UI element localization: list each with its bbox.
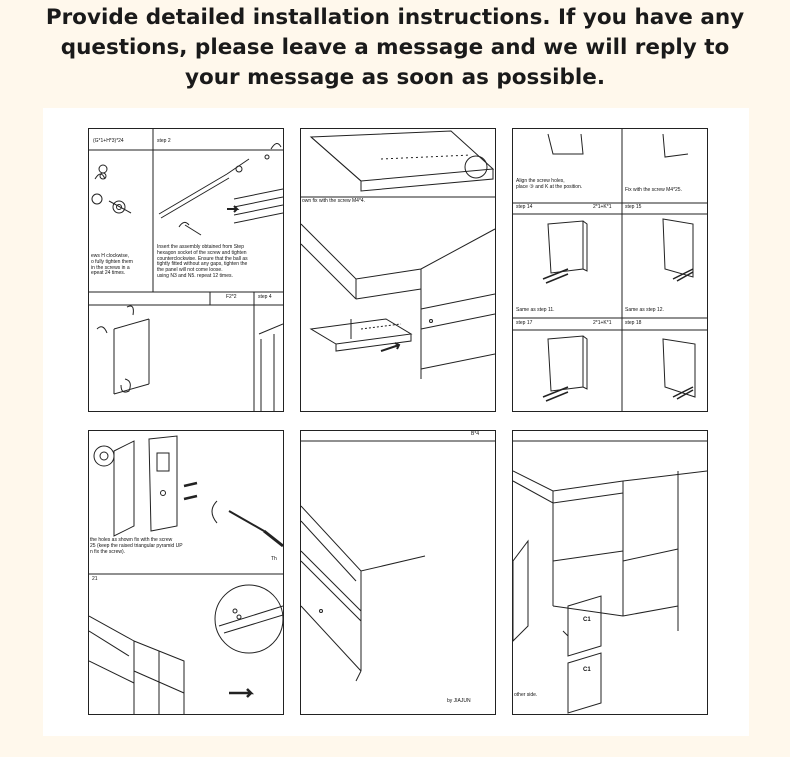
step-17-code: 2*1+K*1 — [593, 320, 612, 326]
headline-line-3: your message as soon as possible. — [184, 65, 606, 90]
f2-label: F2*2 — [226, 294, 237, 300]
instruction-text-left — [91, 254, 133, 277]
instruction-panel-drawer — [300, 128, 496, 412]
instruction-line: ews H clockwise, — [91, 253, 130, 259]
headline-line-2: questions, please leave a message and we will reply to — [60, 35, 730, 60]
headline-line-1: Provide detailed installation instructions. If you have any — [45, 5, 745, 30]
instruction-panel-steps-2-4 — [88, 128, 284, 412]
headline — [0, 0, 790, 93]
instruction-panel-steps-14-18 — [512, 128, 708, 412]
instruction-line: Align the screw holes, — [516, 178, 565, 184]
brand-label: by JIAJUN — [447, 698, 471, 704]
step-17-label: step 17 — [516, 320, 533, 326]
step-2-label: step 2 — [157, 138, 171, 144]
panel-4-drawing — [89, 431, 283, 714]
step-4-label: step 4 — [258, 294, 272, 300]
instruction-line: the panel will not come loose. — [157, 267, 223, 273]
instruction-panel-cabinet — [300, 430, 496, 715]
instruction-line: n fix the screw). — [90, 548, 126, 555]
truncated-text: Th — [271, 556, 277, 562]
step-15-label: step 15 — [625, 204, 642, 210]
panel-3-drawing — [513, 129, 707, 411]
panel-6-drawing — [513, 431, 707, 714]
instruction-panel-step-21 — [88, 430, 284, 715]
other-side-caption: other side. — [514, 692, 538, 698]
step-14-label: step 14 — [516, 204, 533, 210]
instruction-line: hexagon socket of the screw and tighten — [157, 249, 247, 256]
instruction-line: Insert the assembly obtained from Step — [157, 244, 244, 250]
instruction-line: using N3 and N5. repeat 12 times. — [157, 272, 233, 279]
instruction-line: tightly fitted without any gaps, tighten the — [157, 261, 248, 268]
panel-2-drawing — [301, 129, 495, 411]
panel-5-drawing — [301, 431, 495, 714]
instruction-sheet — [43, 108, 749, 736]
same-as-11-text: Same as step 11. — [516, 307, 555, 313]
door-label-upper: C1 — [583, 617, 591, 623]
instruction-panel-doors — [512, 430, 708, 715]
instruction-line: 25 (keep the raised triangular pyramid UP — [90, 542, 183, 549]
same-as-12-text: Same as step 12. — [625, 307, 664, 313]
instruction-line: place ③ and K at the position. — [516, 183, 583, 190]
fix-screw-text: Fix with the screw M4*25. — [625, 187, 682, 193]
instruction-line: o fully tighten them — [91, 258, 133, 265]
formula-label: (G*1+H*3)*24 — [93, 138, 124, 144]
instruction-line: counterclockwise. Ensure that the ball as — [157, 255, 248, 262]
drawer-caption: own fix with the screw M4*4. — [302, 198, 366, 204]
part-code: B*4 — [471, 431, 480, 437]
hinge-instruction-text — [90, 538, 183, 555]
door-label-lower: C1 — [583, 667, 591, 673]
instruction-line: the holes as shown fix with the screw — [90, 537, 173, 543]
align-text — [516, 179, 582, 191]
instruction-text-right — [157, 245, 248, 280]
step-21-label: 21 — [92, 576, 98, 582]
step-14-code: 2*1+K*1 — [593, 204, 612, 210]
instruction-line: in the screws in a — [91, 264, 130, 271]
step-18-label: step 18 — [625, 320, 642, 326]
instruction-line: epeat 24 times. — [91, 270, 126, 277]
